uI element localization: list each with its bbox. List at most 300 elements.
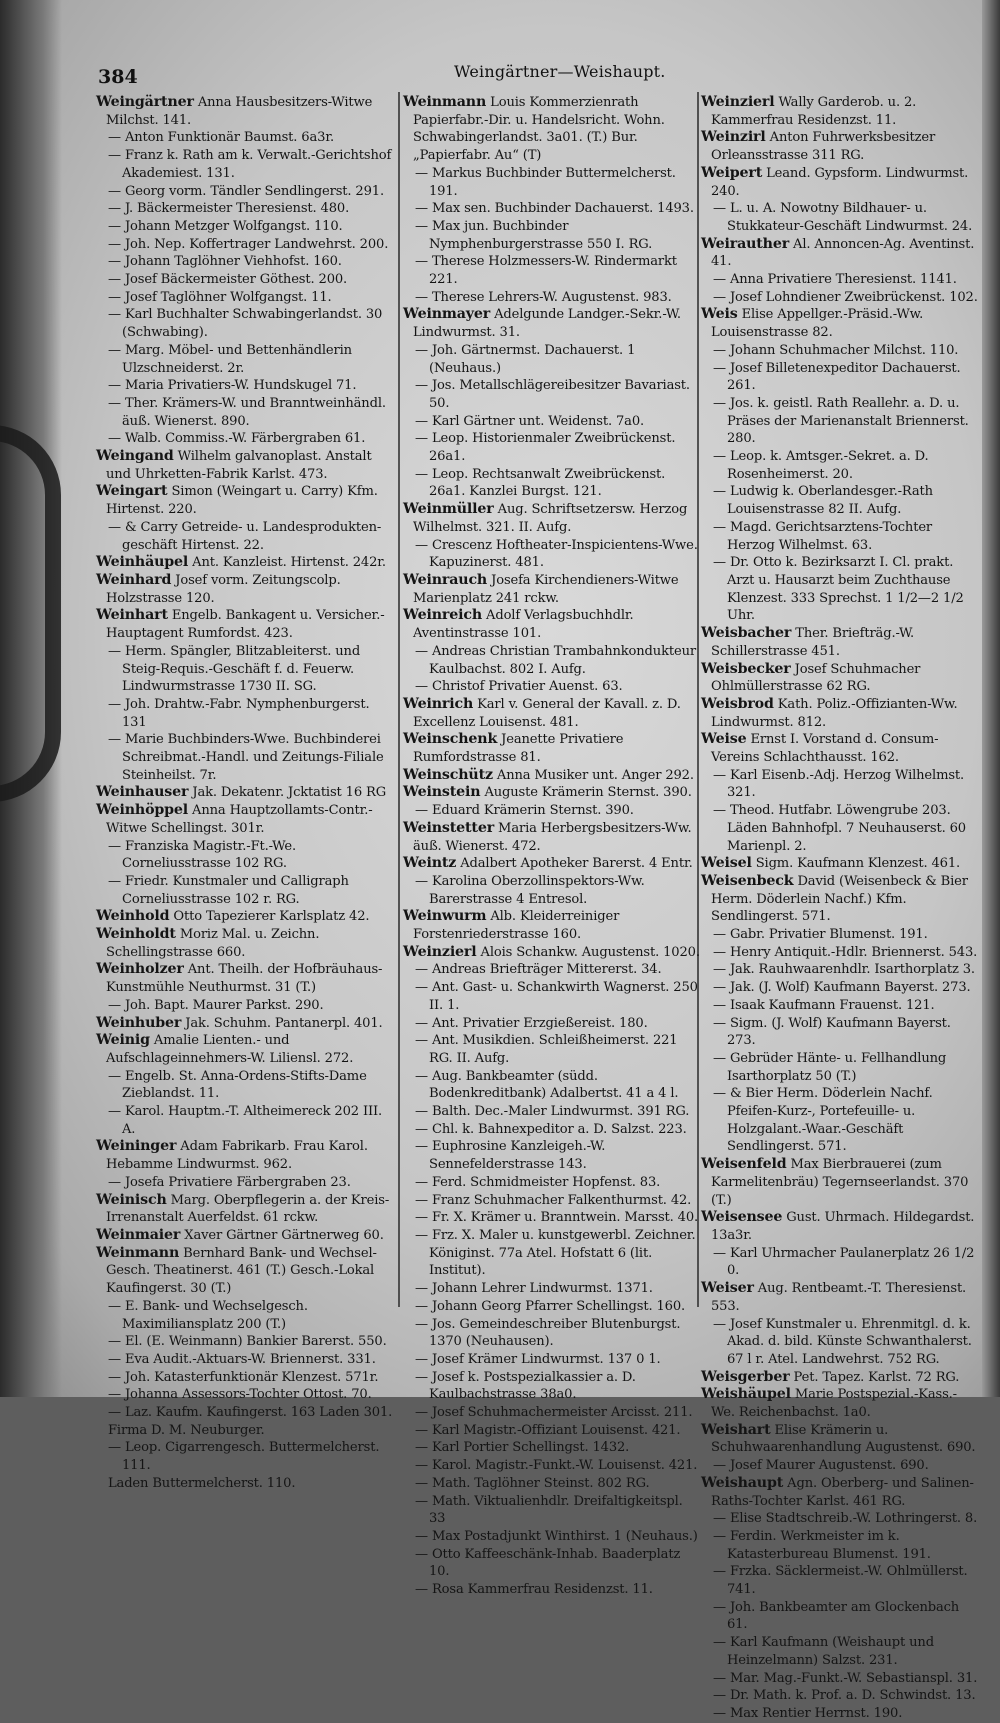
entry-text: — Walb. Commiss.-W. Färbergraben 61. (108, 431, 366, 447)
entry-text: — Joh. Drahtw.-Fabr. Nymphenburgerst. 131 (108, 696, 370, 730)
surname-heading: Weinhuber (96, 1014, 182, 1031)
surname-heading: Weinzierl (403, 943, 477, 960)
directory-entry (403, 253, 703, 288)
directory-entry (701, 1316, 979, 1369)
directory-entry (403, 413, 703, 431)
directory-column-3 (701, 94, 979, 1721)
page-edge-shadow (982, 0, 1000, 1397)
entry-text: — El. (E. Weinmann) Bankier Barerst. 550. (108, 1334, 387, 1350)
entry-text: Gust. Uhrmach. Hildegardst. 13a3r. (711, 1210, 975, 1243)
surname-heading: Weinhold (96, 908, 170, 925)
directory-entry (701, 1599, 979, 1634)
directory-entry (701, 873, 979, 926)
directory-entry (96, 519, 396, 554)
entry-text: — Karl Eisenb.-Adj. Herzog Wilhelmst. 321. (713, 767, 965, 801)
directory-entry (96, 1068, 396, 1103)
directory-entry (701, 1475, 979, 1510)
entry-text: — Marg. Möbel- und Bettenhändlerin Ulzschneiderst. 2r. (108, 342, 352, 376)
surname-heading: Weinmüller (403, 501, 494, 518)
directory-entry (701, 1085, 979, 1156)
entry-text: David (Weisenbeck & Bier Herm. Döderlein Nachf.) Kfm. Sendlingerst. 571. (711, 873, 968, 925)
directory-entry (701, 979, 979, 997)
surname-heading: Weinmann (96, 1244, 180, 1261)
directory-entry (96, 448, 396, 483)
directory-entry (96, 1333, 396, 1351)
entry-text: — Jak. (J. Wolf) Kaufmann Bayerst. 273. (713, 980, 971, 996)
directory-entry (96, 342, 396, 377)
directory-entry (96, 289, 396, 307)
directory-entry (701, 661, 979, 696)
surname-heading: Weinholdt (96, 926, 176, 943)
directory-entry (403, 1138, 703, 1173)
entry-text: — Ant. Musikdien. Schleißheimerst. 221 RG. II. Aufg. (415, 1033, 678, 1066)
surname-heading: Weis (701, 306, 738, 323)
entry-text: — Joh. Gärtnermst. Dachauerst. 1 (Neuhaus.) (415, 342, 636, 376)
entry-text: — Karl Magistr.-Offiziant Louisenst. 421. (415, 1422, 681, 1438)
entry-text: Simon (Weingart u. Carry) Kfm. Hirtenst. 220. (106, 484, 378, 518)
directory-entry (403, 1475, 703, 1493)
entry-text: — Josef Schuhmachermeister Arcisst. 211. (415, 1405, 693, 1421)
entry-text: — Josef Maurer Augustenst. 690. (713, 1458, 929, 1474)
entry-text: — Josefa Privatiere Färbergraben 23. (108, 1174, 351, 1190)
directory-entry (96, 961, 396, 996)
directory-entry (701, 625, 979, 660)
entry-text: — Eduard Krämerin Sternst. 390. (415, 803, 634, 819)
entry-text: — Mar. Mag.-Funkt.-W. Sebastianspl. 31. (713, 1670, 978, 1686)
directory-entry (96, 926, 396, 961)
entry-text: Wilhelm galvanoplast. Anstalt und Uhrketten-Fabrik Karlst. 473. (106, 449, 372, 482)
directory-entry (701, 961, 979, 979)
directory-entry (701, 1457, 979, 1475)
directory-entry (403, 784, 703, 802)
directory-entry (701, 1528, 979, 1563)
entry-text: Engelb. Bankagent u. Versicher.-Hauptagent Rumfordst. 423. (106, 608, 385, 642)
entry-text: — Max sen. Buchbinder Dachauerst. 1493. (415, 201, 694, 217)
entry-text: — Franz Schuhmacher Falkenthurmst. 42. (415, 1192, 692, 1208)
entry-text: — Franz k. Rath am k. Verwalt.-Gerichtshof Akademiest. 131. (108, 148, 392, 181)
entry-text: — Franziska Magistr.-Ft.-We. Corneliusstrasse 102 RG. (108, 838, 297, 872)
entry-text: Anna Musiker unt. Anger 292. (492, 767, 694, 783)
directory-entry (96, 200, 396, 218)
directory-entry (701, 1209, 979, 1244)
surname-heading: Weisbecker (701, 660, 791, 677)
entry-text: — Leop. Historienmaler Zweibrückenst. 26a1. (415, 431, 676, 465)
surname-heading: Weingärtner (96, 94, 194, 110)
directory-entry (96, 1386, 396, 1404)
directory-entry (403, 1439, 703, 1457)
surname-heading: Weisgerber (701, 1368, 790, 1385)
surname-heading: Weinstetter (403, 819, 495, 836)
directory-entry (96, 271, 396, 289)
directory-entry (403, 873, 703, 908)
entry-text: — Karolina Oberzollinspektors-Ww. Barerstrasse 4 Entresol. (415, 873, 645, 907)
page-number: 384 (98, 66, 138, 88)
directory-entry (701, 997, 979, 1015)
directory-entry (403, 537, 703, 572)
surname-heading: Weipert (701, 164, 763, 181)
directory-entry (403, 1121, 703, 1139)
surname-heading: Weinholzer (96, 961, 184, 978)
directory-entry (701, 1369, 979, 1387)
directory-entry (403, 306, 703, 341)
entry-text: — Andreas Briefträger Mittererst. 34. (415, 962, 662, 978)
directory-entry (701, 1563, 979, 1598)
entry-text: — Josef Lohndiener Zweibrückenst. 102. (713, 289, 978, 305)
entry-text: — Laz. Kaufm. Kaufingerst. 163 Laden 301. (108, 1405, 393, 1421)
surname-heading: Weisbacher (701, 625, 792, 642)
directory-entry (701, 1687, 979, 1705)
entry-text: — Marie Buchbinders-Wwe. Buchbinderei Schreibmat.-Handl. und Zeitungs-Filiale Steinheilst. 7r. (108, 732, 384, 783)
directory-entry (403, 1422, 703, 1440)
entry-text: Adalbert Apotheker Barerst. 4 Entr. (456, 856, 693, 872)
entry-text: — Jos. Gemeindeschreiber Blutenburgst. 1370 (Neuhausen). (415, 1316, 681, 1350)
directory-entry (96, 731, 396, 784)
directory-entry (96, 129, 396, 147)
directory-entry (96, 183, 396, 201)
directory-entry (403, 1369, 703, 1404)
directory-entry (96, 554, 396, 572)
surname-heading: Weisenfeld (701, 1156, 787, 1173)
directory-entry (96, 873, 396, 908)
entry-text: — Ferd. Schmidmeister Hopfenst. 83. (415, 1174, 661, 1190)
entry-text: Ant. Kanzleist. Hirtenst. 242r. (188, 555, 386, 571)
directory-entry (403, 572, 703, 607)
directory-entry (701, 129, 979, 164)
directory-entry (96, 1192, 396, 1227)
entry-text: — Ther. Krämers-W. und Branntweinhändl. äuß. Wienerst. 890. (108, 395, 386, 429)
surname-heading: Weinrauch (403, 571, 488, 588)
directory-entry (96, 1475, 396, 1493)
directory-entry (701, 306, 979, 341)
page-header (0, 58, 1000, 88)
entry-text: — Johann Lehrer Lindwurmst. 1371. (415, 1281, 653, 1297)
directory-entry (403, 1103, 703, 1121)
directory-entry (403, 767, 703, 785)
entry-text: Karl v. General der Kavall. z. D. Excellenz Louisenst. 481. (413, 696, 681, 730)
directory-entry (96, 483, 396, 518)
entry-text: Marg. Oberpflegerin a. der Kreis-Irrenanstalt Auerfeldst. 61 rckw. (106, 1192, 390, 1226)
surname-heading: Weininger (96, 1138, 177, 1155)
directory-entry (403, 678, 703, 696)
directory-entry (701, 271, 979, 289)
entry-text: — Eva Audit.-Aktuars-W. Briennerst. 331. (108, 1351, 376, 1367)
directory-entry (403, 1528, 703, 1546)
entry-text: — & Carry Getreide- u. Landesprodukten-geschäft Hirtenst. 22. (108, 519, 382, 553)
surname-heading: Weinschenk (403, 731, 498, 748)
directory-entry (701, 94, 979, 129)
surname-heading: Weinzirl (701, 129, 766, 146)
directory-entry (403, 802, 703, 820)
directory-entry (701, 1280, 979, 1315)
entry-text: — Josef Bäckermeister Göthest. 200. (108, 272, 348, 288)
entry-text: — Frzka. Säcklermeist.-W. Ohlmüllerst. 741. (713, 1564, 968, 1598)
entry-text: — Anton Funktionär Baumst. 6a3r. (108, 130, 334, 146)
entry-text: — Jos. k. geistl. Rath Reallehr. a. D. u. Präses der Marienanstalt Briennerst. 280. (713, 395, 969, 447)
entry-text: — Johann Taglöhner Viehhofst. 160. (108, 254, 342, 270)
entry-text: — Frz. X. Maler u. kunstgewerbl. Zeichner. Königinst. 77a Atel. Hofstatt 6 (lit. Institut). (415, 1228, 696, 1279)
directory-entry (403, 1493, 703, 1528)
directory-entry (403, 342, 703, 377)
entry-text: — Karl Kaufmann (Weishaupt und Heinzelmann) Salzst. 231. (713, 1635, 934, 1668)
entry-text: Jak. Dekatenr. Jcktatist 16 RG (188, 785, 387, 801)
entry-text: — Johanna Assessors-Tochter Ottost. 70. (108, 1387, 372, 1403)
entry-text: — Therese Lehrers-W. Augustenst. 983. (415, 289, 672, 305)
directory-column-1 (96, 94, 396, 1491)
entry-text: — Johann Georg Pfarrer Schellingst. 160. (415, 1298, 686, 1314)
entry-text: — Max Postadjunkt Winthirst. 1 (Neuhaus.) (415, 1528, 698, 1544)
directory-entry (701, 200, 979, 235)
directory-entry (701, 1705, 979, 1723)
entry-text: Amalie Lienten.- und Aufschlageinnehmers-W. Liliensl. 272. (106, 1033, 354, 1066)
entry-text: — Jos. Metallschlägereibesitzer Bavariast. 50. (415, 378, 690, 411)
entry-text: — Josef k. Postspezialkassier a. D. Kaulbachstrasse 38a0. (415, 1369, 636, 1403)
entry-text: — Leop. k. Amtsger.-Sekret. a. D. Rosenheimerst. 20. (713, 449, 929, 482)
entry-text: — Engelb. St. Anna-Ordens-Stifts-Dame Zieblandst. 11. (108, 1068, 367, 1102)
entry-text: — Josef Billetenexpeditor Dachauerst. 261. (713, 360, 961, 394)
directory-entry (96, 643, 396, 696)
directory-entry (403, 643, 703, 678)
directory-entry (701, 1015, 979, 1050)
directory-entry (403, 1280, 703, 1298)
directory-entry (403, 1209, 703, 1227)
entry-text: — Ferdin. Werkmeister im k. Katasterbureau Blumenst. 191. (713, 1528, 931, 1562)
directory-entry (701, 802, 979, 855)
surname-heading: Weisbrod (701, 695, 774, 712)
entry-text: — Karol. Magistr.-Funkt.-W. Louisenst. 421. (415, 1458, 698, 1474)
entry-text: Otto Tapezierer Karlsplatz 42. (169, 909, 370, 925)
surname-heading: Weinwurm (403, 908, 487, 925)
directory-entry (701, 1510, 979, 1528)
entry-text: — Georg vorm. Tändler Sendlingerst. 291. (108, 183, 384, 199)
directory-entry (96, 908, 396, 926)
directory-entry (701, 1386, 979, 1421)
entry-text: — Josef Krämer Lindwurmst. 137 0 1. (415, 1351, 661, 1367)
directory-entry (96, 1227, 396, 1245)
surname-heading: Weinmann (403, 94, 487, 110)
entry-text: — Leop. Rechtsanwalt Zweibrückenst. 26a1. Kanzlei Burgst. 121. (415, 466, 666, 500)
entry-text: Alois Schankw. Augustenst. 1020. (476, 944, 700, 960)
directory-entry (96, 1032, 396, 1067)
surname-heading: Weinhart (96, 607, 168, 624)
entry-text: — Rosa Kammerfrau Residenzst. 11. (415, 1582, 653, 1598)
entry-text: — Karl Gärtner unt. Weidenst. 7a0. (415, 413, 645, 429)
directory-entry (403, 289, 703, 307)
directory-entry (96, 997, 396, 1015)
directory-entry (701, 342, 979, 360)
directory-entry (403, 1015, 703, 1033)
directory-entry (701, 236, 979, 271)
entry-text: — Magd. Gerichtsarztens-Tochter Herzog Wilhelmst. 63. (713, 519, 933, 553)
entry-text: — Crescenz Hoftheater-Inspicientens-Wwe. Kapuzinerst. 481. (415, 537, 698, 571)
directory-entry (403, 1298, 703, 1316)
directory-entry (701, 483, 979, 518)
entry-text: Al. Annoncen-Ag. Aventinst. 41. (711, 236, 975, 270)
entry-text: — Ludwig k. Oberlandesger.-Rath Louisenstrasse 82 II. Aufg. (713, 484, 933, 518)
directory-entry (403, 944, 703, 962)
entry-text: — Gabr. Privatier Blumenst. 191. (713, 927, 928, 943)
surname-heading: Weingart (96, 483, 168, 500)
directory-entry (403, 820, 703, 855)
entry-text: Aug. Rentbeamt.-T. Theresienst. 553. (711, 1281, 967, 1314)
surname-heading: Weinzierl (701, 94, 775, 110)
entry-text: — Elise Stadtschreib.-W. Lothringerst. 8. (713, 1511, 978, 1527)
directory-entry (701, 731, 979, 766)
entry-text: — Chl. k. Bahnexpeditor a. D. Salzst. 223. (415, 1121, 687, 1137)
surname-heading: Weishäupel (701, 1386, 791, 1403)
surname-heading: Weinhäupel (96, 554, 189, 571)
entry-text: — Anna Privatiere Theresienst. 1141. (713, 272, 957, 288)
directory-entry (701, 554, 979, 625)
directory-entry (96, 147, 396, 182)
entry-text: Sigm. Kaufmann Klenzest. 461. (751, 856, 961, 872)
entry-text: — Theod. Hutfabr. Löwengrube 203. Läden Bahnhofpl. 7 Neuhauserst. 60 Marienpl. 2. (713, 803, 966, 854)
entry-text: — L. u. A. Nowotny Bildhauer- u. Stukkateur-Geschäft Lindwurmst. 24. (713, 201, 973, 234)
entry-text: — Aug. Bankbeamter (südd. Bodenkreditbank) Adalbertst. 41 a 4 l. (415, 1068, 679, 1102)
surname-heading: Weinhauser (96, 784, 189, 801)
directory-column-2 (403, 94, 703, 1598)
directory-entry (403, 1351, 703, 1369)
directory-entry (96, 1298, 396, 1333)
directory-entry (403, 1404, 703, 1422)
entry-text: — Math. Taglöhner Steinst. 802 RG. (415, 1475, 650, 1491)
directory-entry (96, 430, 396, 448)
directory-entry (701, 767, 979, 802)
entry-text: — Karl Uhrmacher Paulanerplatz 26 1/2 0. (713, 1245, 975, 1279)
surname-heading: Weinmayer (403, 306, 491, 323)
surname-heading: Weinhard (96, 571, 172, 588)
entry-text: — Dr. Math. k. Prof. a. D. Schwindst. 13. (713, 1688, 976, 1704)
surname-heading: Weinreich (403, 607, 483, 624)
surname-heading: Weisel (701, 855, 752, 872)
directory-entry (403, 466, 703, 501)
column-rule (398, 92, 400, 1307)
entry-text: Aug. Schriftsetzersw. Herzog Wilhelmst. 321. II. Aufg. (413, 502, 688, 535)
entry-text: Jak. Schuhm. Pantanerpl. 401. (181, 1015, 383, 1031)
binding-clip (0, 425, 61, 802)
running-head: Weingärtner—Weishaupt. (454, 62, 666, 81)
directory-entry (403, 430, 703, 465)
entry-text: — Otto Kaffeeschänk-Inhab. Baaderplatz 10. (415, 1546, 681, 1580)
directory-entry (403, 1032, 703, 1067)
directory-entry (96, 1369, 396, 1387)
entry-text: Kath. Poliz.-Offizianten-Ww. Lindwurmst. 812. (711, 696, 958, 730)
directory-entry (701, 926, 979, 944)
entry-text: — Sigm. (J. Wolf) Kaufmann Bayerst. 273. (713, 1015, 951, 1049)
directory-entry (96, 1103, 396, 1138)
entry-text: — Ant. Gast- u. Schankwirth Wagnerst. 250 II. 1. (415, 980, 698, 1013)
entry-text: — Gebrüder Hänte- u. Fellhandlung Isarthorplatz 50 (T.) (713, 1050, 947, 1084)
surname-heading: Weinrich (403, 695, 474, 712)
entry-text: — Joh. Nep. Koffertrager Landwehrst. 200. (108, 236, 389, 252)
directory-entry (403, 377, 703, 412)
entry-text: Marie Postspezial.-Kass.-We. Reichenbachst. 1a0. (711, 1387, 957, 1421)
surname-heading: Weirauther (701, 235, 790, 252)
directory-entry (403, 1227, 703, 1280)
directory-entry (701, 1670, 979, 1688)
directory-entry (96, 802, 396, 837)
entry-text: — Leop. Cigarrengesch. Buttermelcherst. 111. (108, 1440, 380, 1474)
directory-entry (403, 961, 703, 979)
entry-text: Ernst I. Vorstand d. Consum-Vereins Schlachthausst. 162. (711, 732, 939, 766)
directory-entry (403, 1581, 703, 1599)
entry-text: — J. Bäckermeister Theresienst. 480. (108, 201, 350, 217)
entry-text: Alb. Kleiderreiniger Forstenriederstrasse 160. (413, 909, 620, 943)
surname-heading: Weinhöppel (96, 802, 189, 819)
entry-text: Josefa Kirchendieners-Witwe Marienplatz 241 rckw. (413, 572, 679, 606)
directory-entry (701, 360, 979, 395)
directory-entry (96, 1404, 396, 1422)
entry-text: — Herm. Spängler, Blitzableiterst. und Steig-Requis.-Geschäft f. d. Feuerw. Lindwurmstrasse 1730 II. SG. (108, 643, 361, 695)
entry-text: — Karl Buchhalter Schwabingerlandst. 30 (Schwabing). (108, 307, 383, 341)
entry-text: Wally Garderob. u. 2. Kammerfrau Residenzst. 11. (711, 95, 917, 128)
directory-entry (701, 944, 979, 962)
entry-text: — Karl Portier Schellingst. 1432. (415, 1440, 630, 1456)
directory-entry (701, 855, 979, 873)
entry-text: Adolf Verlagsbuchhdlr. Aventinstrasse 101. (413, 608, 634, 642)
entry-text: — Joh. Bankbeamter am Glockenbach 61. (713, 1599, 960, 1633)
entry-text: — Fr. X. Krämer u. Branntwein. Marsst. 40. (415, 1210, 699, 1226)
surname-heading: Weingand (96, 448, 174, 465)
directory-entry (403, 731, 703, 766)
directory-entry (96, 572, 396, 607)
entry-text: Leand. Gypsform. Lindwurmst. 240. (711, 165, 969, 199)
directory-entry (403, 1457, 703, 1475)
entry-text: Moriz Mal. u. Zeichn. Schellingstrasse 660. (106, 927, 320, 960)
entry-text: Adelgunde Landger.-Sekr.-W. Lindwurmst. 31. (413, 307, 681, 341)
directory-entry (403, 908, 703, 943)
entry-text: — Dr. Otto k. Bezirksarzt I. Cl. prakt. Arzt u. Hausarzt beim Zuchthause Klenzest. 333 Sprechst. 1 1/2—2 1/2 Uhr. (713, 555, 964, 624)
directory-entry (701, 1050, 979, 1085)
entry-text: — Jak. Rauhwaarenhdlr. Isarthorplatz 3. (713, 962, 975, 978)
entry-text: Bernhard Bank- und Wechsel-Gesch. Theatinerst. 461 (T.) Gesch.-Lokal Kaufingerst. 30 (T.) (106, 1245, 377, 1297)
directory-entry (701, 448, 979, 483)
directory-entry (96, 377, 396, 395)
directory-entry (96, 94, 396, 129)
directory-entry (403, 1316, 703, 1351)
surname-heading: Weinmaier (96, 1227, 181, 1243)
entry-text: Firma D. M. Neuburger. (108, 1422, 265, 1438)
entry-text: — Ant. Privatier Erzgießereist. 180. (415, 1015, 648, 1031)
entry-text: Maria Herbergsbesitzers-Ww. äuß. Wienerst. 472. (413, 820, 692, 854)
entry-text: — Christof Privatier Auenst. 63. (415, 679, 623, 695)
surname-heading: Weiser (701, 1280, 754, 1297)
directory-entry (701, 1245, 979, 1280)
entry-text: — Joh. Bapt. Maurer Parkst. 290. (108, 997, 324, 1013)
surname-heading: Weisenbeck (701, 872, 794, 889)
directory-entry (96, 395, 396, 430)
entry-text: — Euphrosine Kanzleigeh.-W. Sennefelderstrasse 143. (415, 1139, 606, 1173)
entry-text: — Karol. Hauptm.-T. Altheimereck 202 III. A. (108, 1104, 383, 1137)
directory-entry (403, 501, 703, 536)
directory-entry (403, 1192, 703, 1210)
entry-text: — E. Bank- und Wechselgesch. Maximiliansplatz 200 (T.) (108, 1298, 308, 1332)
entry-text: — Therese Holzmessers-W. Rindermarkt 221. (415, 254, 677, 288)
entry-text: Jeanette Privatiere Rumfordstrasse 81. (413, 732, 624, 766)
directory-entry (96, 1422, 396, 1440)
entry-text: Louis Kommerzienrath Papierfabr.-Dir. u. Handelsricht. Wohn. Schwabingerlandst. 3a01. (T.) Bur. „Papierfabr. Au“ (T) (413, 95, 665, 164)
directory-entry (403, 1174, 703, 1192)
directory-entry (403, 607, 703, 642)
entry-text: — Josef Taglöhner Wolfgangst. 11. (108, 289, 332, 305)
directory-entry (403, 855, 703, 873)
entry-text: Xaver Gärtner Gärtnerweg 60. (180, 1228, 384, 1243)
entry-text: Anna Hausbesitzers-Witwe Milchst. 141. (106, 95, 373, 128)
directory-entry (96, 1015, 396, 1033)
entry-text: Agn. Oberberg- und Salinen-Raths-Tochter Karlst. 461 RG. (711, 1475, 974, 1509)
entry-text: — Max Rentier Herrnst. 190. (713, 1705, 903, 1721)
entry-text: — Maria Privatiers-W. Hundskugel 71. (108, 378, 357, 394)
surname-heading: Weinstein (403, 784, 481, 801)
